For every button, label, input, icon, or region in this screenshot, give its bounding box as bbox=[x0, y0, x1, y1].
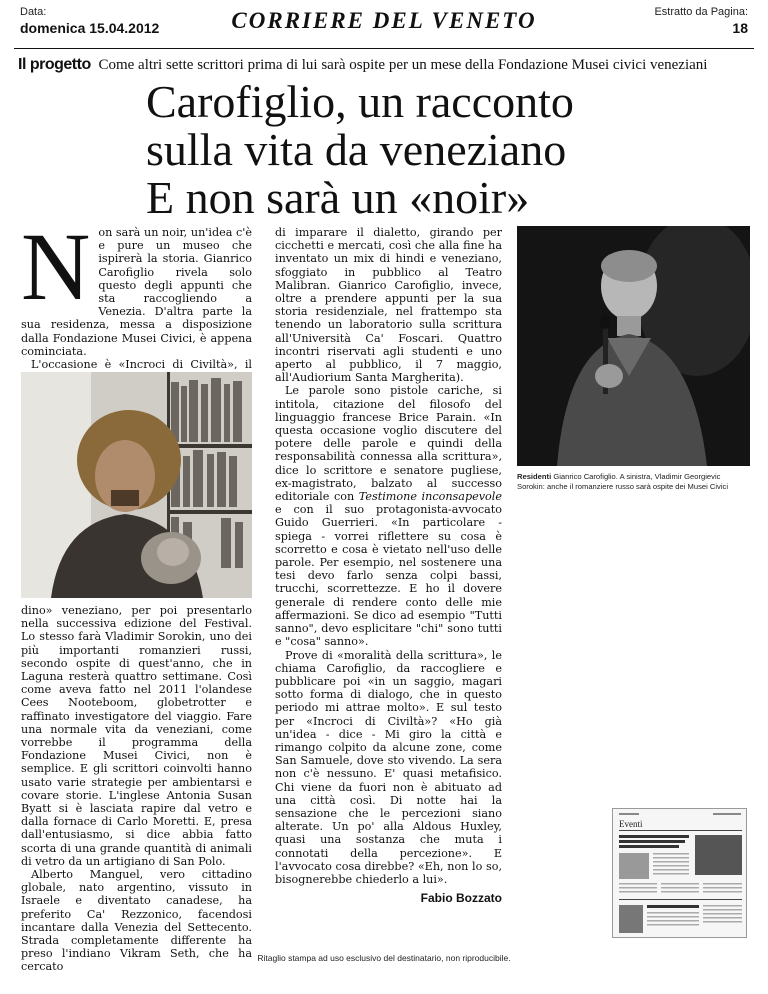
sorokin-photo bbox=[21, 372, 252, 598]
author-byline: Fabio Bozzato bbox=[420, 891, 502, 906]
headline-line-3: E non sarà un «noir» bbox=[146, 172, 530, 223]
page-thumbnail-image bbox=[613, 809, 747, 938]
caption-text: Gianrico Carofiglio. A sinistra, Vladimir Georgievic Sorokin: anche il romanziere russo sarà ospite dei Musei Civici bbox=[517, 472, 729, 491]
article-paragraph bbox=[275, 384, 502, 648]
publication-date: domenica 15.04.2012 bbox=[20, 20, 160, 36]
headline-line-1: Carofiglio, un racconto bbox=[146, 76, 574, 127]
carofiglio-photo bbox=[517, 226, 750, 466]
article-paragraph: di imparare il dialetto, girando per cicchetti e mercati, così che alla fine ha inventato un mix di hindi e veneziano, sfoggiato in pubblico al Teatro Malibran. Gianrico Carofiglio, invece, oltre a prendere appunti per la sua storia residenziale, nel frattempo sta tenendo un laboratorio sulla scrittura all'Università Ca' Foscari. Quattro incontri riservati agli studenti e uno aperto al pubblico, il 7 maggio, all'Audiorium Santa Margherita). bbox=[275, 226, 502, 385]
kicker-text: Come altri sette scrittori prima di lui sarà ospite per un mese della Fondazione Musei civici veneziani bbox=[98, 57, 708, 73]
article-column-2 bbox=[275, 226, 502, 905]
newspaper-masthead: CORRIERE DEL VENETO bbox=[231, 8, 537, 33]
article-text: Le parole sono pistole cariche, si intitola, citazione del filosofo del linguaggio francese Brice Parain. «In questa occasione voglio discutere del potere delle parole e quindi della responsabilità connessa alla scrittura», dice lo scrittore e senatore pugliese, ex-magistrato, balzato al successo editoriale con bbox=[275, 384, 502, 504]
date-label: Data: bbox=[20, 6, 47, 18]
article-paragraph: Prove di «moralità della scrittura», le chiama Carofiglio, da raccogliere e pubblicare poi «in un saggio, magari sotto forma di dialogo, che in questo periodo mi attrae molto». E sul testo per «Incroci di Civiltà»? «Ho già un'idea - dice - Mi giro la città e rimango colpito da alcune zone, come San Samuele, dove sto vivendo. La sera non c'è nessuno. E' quasi metafisico. Chi viene da fuori non è abituato ad una città così. Di notte hai la sensazione che le percezioni siano alterate. Un po' alla Aldous Huxley, quasi una sostanza che muta i connotati della percezione». E l'avvocato cosa direbbe? «Eh, non lo so, bisognerebbe chiederlo a lui». bbox=[275, 648, 502, 886]
article-paragraph: L'occasione è «Incroci di Civiltà», il bbox=[31, 358, 252, 372]
article-column-1-bottom bbox=[21, 604, 252, 974]
portrait-image bbox=[21, 372, 252, 598]
photo-caption bbox=[517, 472, 750, 491]
page-thumbnail bbox=[612, 808, 747, 938]
copyright-footer: Ritaglio stampa ad uso esclusivo del destinatario, non riproducibile. bbox=[257, 953, 511, 963]
page-block bbox=[654, 6, 748, 36]
article-paragraph: Alberto Manguel, vero cittadino globale, nato argentino, vissuto in Israele e diventato canadese, ha preferito Ca' Rezzonico, facendosi incantare dalla Venezia del Settecento. Strada completamente differente ha preso l'indiano Vikram Seth, che ha cercato bbox=[21, 868, 252, 974]
portrait-image bbox=[517, 226, 750, 466]
kicker bbox=[18, 56, 758, 74]
drop-cap: N bbox=[21, 213, 91, 320]
page-number: 18 bbox=[732, 20, 748, 36]
page-label: Estratto da Pagina: bbox=[654, 6, 748, 18]
header-divider bbox=[14, 48, 754, 49]
thumbnail-section: Eventi bbox=[619, 819, 643, 829]
kicker-tag: Il progetto bbox=[18, 56, 91, 73]
article-paragraph: on sarà un noir, un'idea c'è e pure un museo che ispirerà la storia. Gianrico Carofiglio rivela solo questo degli appunti che sta raccogliendo a Venezia. D'altra parte la sua residenza, messa a disposizione dalla Fondazione Musei Civici, è appena cominciata. bbox=[21, 226, 252, 358]
headline bbox=[146, 78, 706, 222]
caption-label: Residenti bbox=[517, 472, 552, 481]
article-text: e con il suo protagonista-avvocato Guido Guerrieri. «In particolare - spiega - vorrei riflettere su cosa è scorretto e cosa è vietato nell'uso delle parole. Per esempio, nel sostenere una tesi devo farlo senza colpi bassi, trucchi, scorrettezze. E ho il dovere generale di rendere conto delle mie affermazioni. Se dico ad esempio "Tutti sanno", devo esplicitare "chi" sono tutti e "cosa" sanno». bbox=[275, 503, 502, 649]
article-paragraph: dino» veneziano, per poi presentarlo nella successiva edizione del Festival. Lo stesso farà Vladimir Sorokin, uno dei più importanti romanzieri russi, secondo ospite di quest'anno, che in Laguna resterà quattro settimane. Così come aveva fatto nel 2011 l'olandese Cees Nooteboom, globetrotter e raffinato investigatore del viaggio. Fare una normale vita da veneziani, come vorrebbe il programma della Fondazione Musei Civici, non è semplice. E gli scrittori coinvolti hanno usato varie strategie per ambientarsi e covare storie. L'inglese Antonia Susan Byatt si è lasciata rapire dal vetro e dalla fornace di Carlo Moretti. E, presa dall'entusiasmo, si dice abbia fatto scorta di una grande quantità di animali di vetro da un artigiano di San Polo. bbox=[21, 604, 252, 868]
book-title: Testimone inconsapevole bbox=[358, 490, 502, 504]
headline-line-2: sulla vita da veneziano bbox=[146, 124, 567, 175]
